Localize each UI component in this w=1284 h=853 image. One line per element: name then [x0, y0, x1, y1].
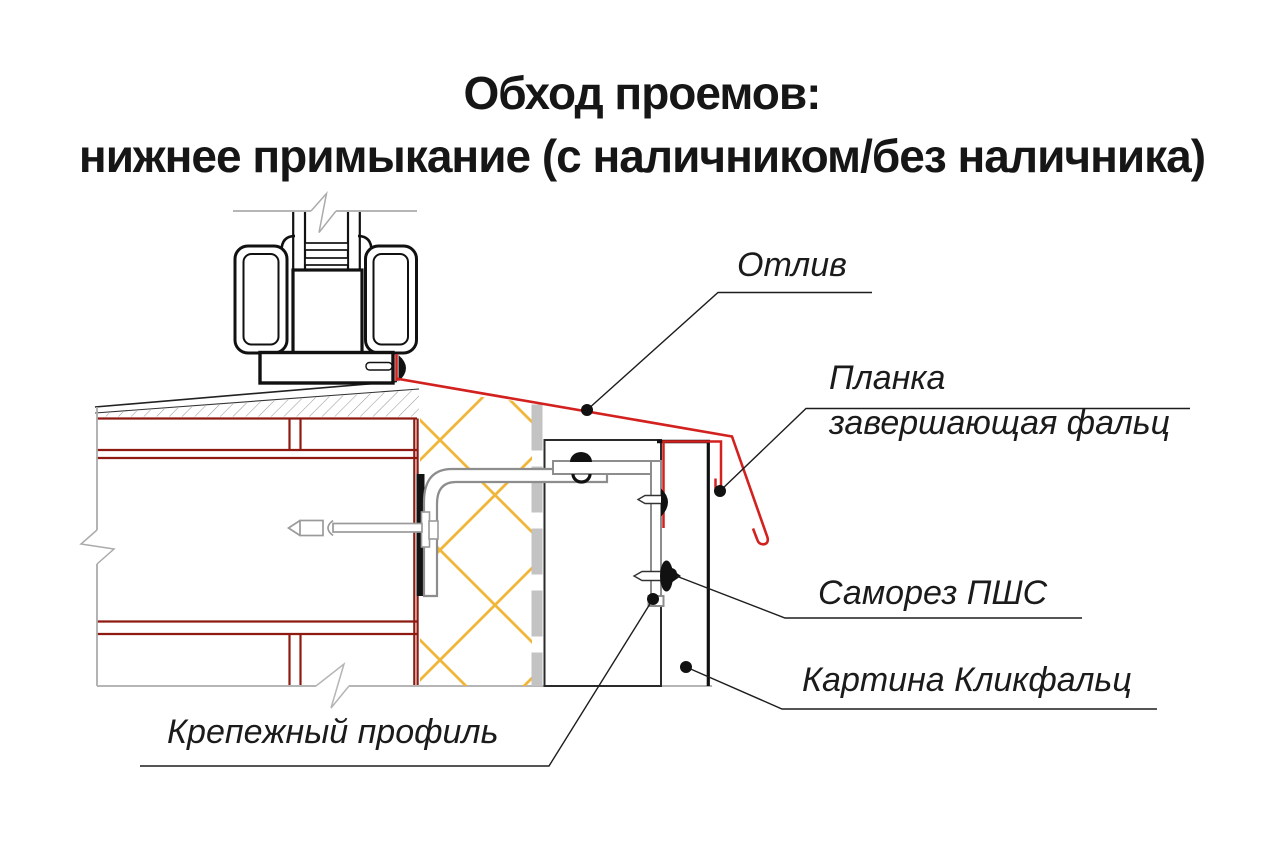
- masonry-wall: [97, 419, 418, 686]
- label-otliv: Отлив: [737, 246, 847, 284]
- screed-layer: [95, 382, 419, 417]
- window-frame-section: [233, 194, 417, 384]
- label-krepezh: Крепежный профиль: [167, 713, 499, 751]
- title-line-2: нижнее примыкание (с наличником/без наличника): [78, 130, 1206, 183]
- label-samorez: Саморез ПШС: [818, 574, 1048, 612]
- title-line-1: Обход проемов:: [463, 67, 821, 119]
- finish-strip-flashing: [664, 442, 722, 529]
- anchor-dowel: [289, 521, 423, 536]
- sill-end-dam: [399, 355, 407, 382]
- label-planka-line1: Планка: [829, 359, 946, 397]
- label-kartina: Картина Кликфальц: [802, 661, 1132, 699]
- label-planka-line2: завершающая фальц: [829, 404, 1171, 442]
